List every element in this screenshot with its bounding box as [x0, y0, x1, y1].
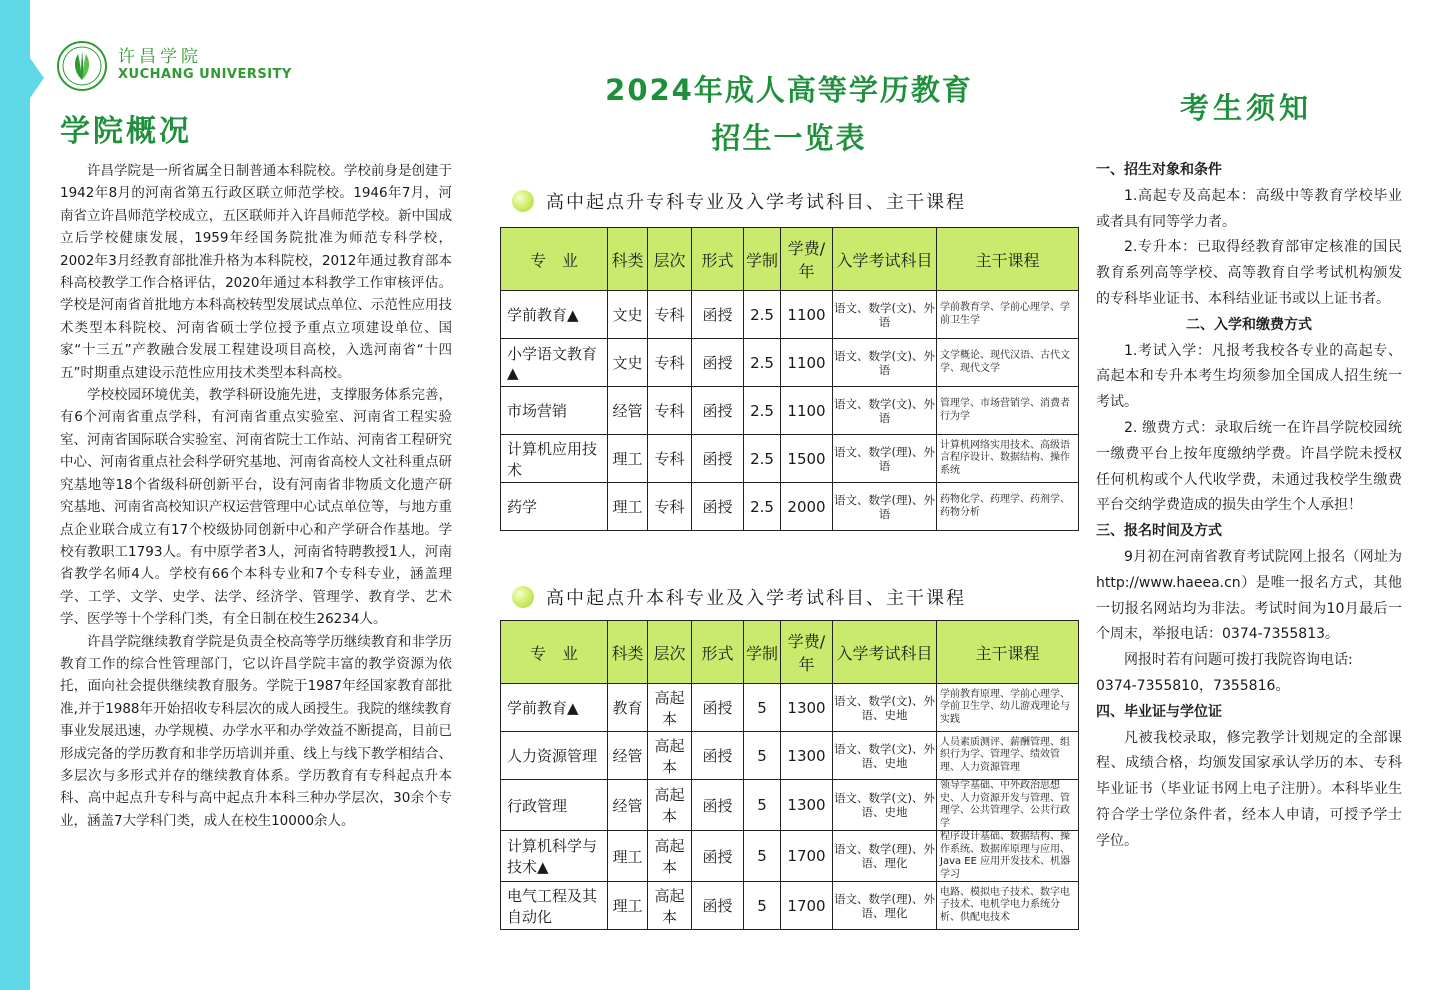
notice-paragraph: 1.高起专及高起本：高级中等教育学校毕业或者具有同等学力者。 — [1096, 187, 1402, 230]
cell-form: 函授 — [692, 387, 744, 435]
cell-courses: 人员素质测评、薪酬管理、组织行为学、管理学、绩效管理、人力资源管理 — [937, 732, 1079, 780]
cell-courses: 药物化学、药理学、药剂学、药物分析 — [937, 483, 1079, 531]
table-header-row — [501, 621, 1079, 684]
cell-courses: 学前教育原理、学前心理学、学前卫生学、幼儿游戏理论与实践 — [937, 684, 1079, 732]
header-years: 学制 — [744, 621, 781, 684]
cell-category: 文史 — [608, 339, 648, 387]
cell-major: 电气工程及其自动化 — [501, 882, 608, 930]
notice-phone-numbers: 0374-7355810，7355816。 — [1096, 677, 1290, 694]
cell-fee: 1700 — [781, 831, 833, 882]
cell-fee: 2000 — [781, 483, 833, 531]
bullet-ball-icon — [512, 586, 534, 608]
table-row — [501, 780, 1079, 831]
header-form: 形式 — [692, 621, 744, 684]
cell-courses: 程序设计基础、数据结构、操作系统、数据库原理与应用、Java EE 应用开发技术、机器学习 — [937, 831, 1079, 882]
cell-courses: 管理学、市场营销学、消费者行为学 — [937, 387, 1079, 435]
cell-level: 高起本 — [648, 780, 692, 831]
notice-paragraph: 2. 缴费方式：录取后统一在许昌学院校园统一缴费平台上按年度缴纳学费。许昌学院未授权任何机构或个人代收学费，未通过我校学生缴费平台交纳学费造成的损失由学生个人承担！ — [1096, 419, 1402, 514]
cell-years: 5 — [744, 831, 781, 882]
header-fee: 学费/年 — [781, 621, 833, 684]
notice-section-title: 三、报名时间及方式 — [1096, 523, 1222, 540]
cell-years: 5 — [744, 882, 781, 930]
cell-major: 人力资源管理 — [501, 732, 608, 780]
cell-category: 文史 — [608, 291, 648, 339]
cell-years: 2.5 — [744, 387, 781, 435]
cell-level: 专科 — [648, 387, 692, 435]
header-subjects: 入学考试科目 — [833, 621, 937, 684]
cell-form: 函授 — [692, 435, 744, 483]
cell-courses: 学前教育学、学前心理学、学前卫生学 — [937, 291, 1079, 339]
cell-subjects: 语文、数学(理)、外语 — [833, 435, 937, 483]
table-row — [501, 732, 1079, 780]
cell-major: 计算机科学与技术▲ — [501, 831, 608, 882]
cell-category: 经管 — [608, 780, 648, 831]
sidebar-strip — [0, 0, 30, 990]
header-courses: 主干课程 — [937, 621, 1079, 684]
cell-years: 5 — [744, 780, 781, 831]
cell-subjects: 语文、数学(理)、外语 — [833, 483, 937, 531]
cell-major: 小学语文教育▲ — [501, 339, 608, 387]
bullet-ball-icon — [512, 190, 534, 212]
cell-courses: 领导学基础、中外政治思想史、人力资源开发与管理、管理学、公共管理学、公共行政学 — [937, 780, 1079, 831]
cell-courses: 计算机网络实用技术、高级语言程序设计、数据结构、操作系统 — [937, 435, 1079, 483]
cell-form: 函授 — [692, 780, 744, 831]
header-subjects: 入学考试科目 — [833, 228, 937, 291]
cell-fee: 1300 — [781, 732, 833, 780]
cell-category: 理工 — [608, 435, 648, 483]
cell-years: 5 — [744, 732, 781, 780]
cell-level: 专科 — [648, 339, 692, 387]
cell-fee: 1300 — [781, 684, 833, 732]
header-courses: 主干课程 — [937, 228, 1079, 291]
table-row — [501, 387, 1079, 435]
cell-level: 专科 — [648, 291, 692, 339]
notice-paragraph: 网报时若有问题可拨打我院咨询电话: — [1124, 652, 1353, 669]
header-form: 形式 — [692, 228, 744, 291]
notice-paragraph: 2.专升本：已取得经教育部审定核准的国民教育系列高等学校、高等教育自学考试机构颁发的专科毕业证书、本科结业证书或以上证书者。 — [1096, 239, 1402, 307]
cell-subjects: 语文、数学(文)、外语 — [833, 291, 937, 339]
header-major: 专 业 — [501, 621, 608, 684]
cell-courses: 文学概论、现代汉语、古代文学、现代文学 — [937, 339, 1079, 387]
cell-subjects: 语文、数学(文)、外语、史地 — [833, 780, 937, 831]
cell-form: 函授 — [692, 831, 744, 882]
table-row — [501, 339, 1079, 387]
table-benke — [500, 620, 1079, 930]
cell-form: 函授 — [692, 882, 744, 930]
cell-category: 经管 — [608, 387, 648, 435]
intro-title: 学院概况 — [60, 114, 192, 149]
table-row — [501, 291, 1079, 339]
cell-years: 2.5 — [744, 483, 781, 531]
cell-category: 教育 — [608, 684, 648, 732]
cell-fee: 1100 — [781, 291, 833, 339]
table-row — [501, 882, 1079, 930]
main-title-line1: 2024年成人高等学历教育 — [605, 73, 973, 107]
table-zhuanke — [500, 227, 1079, 531]
cell-major: 市场营销 — [501, 387, 608, 435]
table-row — [501, 435, 1079, 483]
header-category: 科类 — [608, 228, 648, 291]
table-header-row — [501, 228, 1079, 291]
cell-fee: 1100 — [781, 339, 833, 387]
cell-subjects: 语文、数学(文)、外语、史地 — [833, 684, 937, 732]
header-major: 专 业 — [501, 228, 608, 291]
sidebar-arrow — [30, 58, 44, 98]
cell-major: 药学 — [501, 483, 608, 531]
notice-section-title: 二、入学和缴费方式 — [1186, 316, 1312, 333]
notice-paragraph: 凡被我校录取，修完教学计划规定的全部课程、成绩合格，均颁发国家承认学历的本、专科毕业证书（毕业证书网上电子注册）。本科毕业生符合学士学位条件者，经本人申请，可授予学士学位。 — [1096, 729, 1402, 849]
notice-section-title: 四、毕业证与学位证 — [1096, 703, 1222, 720]
cell-fee: 1100 — [781, 387, 833, 435]
cell-major: 学前教育▲ — [501, 291, 608, 339]
cell-form: 函授 — [692, 684, 744, 732]
intro-text — [60, 160, 452, 832]
cell-subjects: 语文、数学(文)、外语 — [833, 339, 937, 387]
cell-form: 函授 — [692, 339, 744, 387]
table-row — [501, 483, 1079, 531]
cell-major: 计算机应用技术 — [501, 435, 608, 483]
cell-fee: 1700 — [781, 882, 833, 930]
cell-level: 高起本 — [648, 831, 692, 882]
university-logo-icon — [56, 40, 108, 92]
notice-section-title: 一、招生对象和条件 — [1096, 162, 1222, 178]
cell-subjects: 语文、数学(文)、外语 — [833, 387, 937, 435]
section2-heading-text: 高中起点升本科专业及入学考试科目、主干课程 — [546, 588, 966, 609]
cell-category: 理工 — [608, 831, 648, 882]
cell-courses: 电路、模拟电子技术、数字电子技术、电机学电力系统分析、供配电技术 — [937, 882, 1079, 930]
cell-level: 高起本 — [648, 882, 692, 930]
section1-heading-text: 高中起点升专科专业及入学考试科目、主干课程 — [546, 192, 966, 213]
cell-form: 函授 — [692, 483, 744, 531]
cell-level: 高起本 — [648, 732, 692, 780]
logo-name-en: XUCHANG UNIVERSITY — [118, 67, 292, 82]
header-level: 层次 — [648, 621, 692, 684]
notice-text — [1096, 158, 1402, 855]
section1-heading — [512, 186, 966, 216]
intro-paragraph: 许昌学院继续教育学院是负责全校高等学历继续教育和非学历教育工作的综合性管理部门，它以许昌学院丰富的教学资源为依托，面向社会提供继续教育服务。学院于1987年经国家教育部批准,并于1988年开始招收专科层次的成人函授生。我院的继续教育事业发展迅速，办学规模、办学水平和办学效益不断提高，目前已形成完备的学历教育和非学历培训并重、线上与线下教学相结合、多层次与多形式并存的继续教育体系。学历教育有专科起点升本科、高中起点升专科与高中起点升本科三种办学层次，30余个专业，涵盖7大学科门类，成人在校生10000余人。 — [60, 633, 452, 829]
header-category: 科类 — [608, 621, 648, 684]
notice-paragraph: 9月初在河南省教育考试院网上报名（网址为http://www.haeea.cn）是唯一报名方式，其他一切报名网站均为非法。考试时间为10月最后一个周末，举报电话：0374-7355813。 — [1096, 548, 1402, 643]
cell-years: 2.5 — [744, 339, 781, 387]
cell-level: 高起本 — [648, 684, 692, 732]
cell-subjects: 语文、数学(理)、外语、理化 — [833, 882, 937, 930]
table-row — [501, 684, 1079, 732]
notice-paragraph: 1.考试入学：凡报考我校各专业的高起专、高起本和专升本考生均须参加全国成人招生统一考试。 — [1096, 342, 1402, 411]
cell-level: 专科 — [648, 435, 692, 483]
intro-paragraph: 学校校园环境优美，教学科研设施先进，支撑服务体系完善，有6个河南省重点学科，有河南省重点实验室、河南省工程实验室、河南省国际联合实验室、河南省院士工作站、河南省工程研究中心、河南省重点社会科学研究基地、河南省高校人文社科重点研究基地等18个省级科研创新平台，设有河南省非物质文化遗产研究基地、河南省高校知识产权运营管理中心试点单位等，与地方重点企业联合成立有17个校级协同创新中心和产学研合作基地。学校有教职工1793人。有中原学者3人，河南省特聘教授1人，河南省教学名师4人。学校有66个本科专业和7个专科专业，涵盖理学、工学、文学、史学、法学、经济学、管理学、教育学、艺术学、医学等十个学科门类，有全日制在校生26234人。 — [60, 387, 452, 628]
cell-category: 理工 — [608, 483, 648, 531]
header-fee: 学费/年 — [781, 228, 833, 291]
intro-paragraph: 许昌学院是一所省属全日制普通本科院校。学校前身是创建于1942年8月的河南省第五行政区联立师范学校。1946年7月，河南省立许昌师范学校成立，五区联师并入许昌师范学校。新中国成立后学校健康发展，1959年经国务院批准为师范专科学校，2002年3月经教育部批准升格为本科院校，2012年通过教育部本科高校教学工作合格评估，2020年通过本科教学工作审核评估。学校是河南省首批地方本科高校转型发展试点单位、示范性应用技术类型本科院校、河南省硕士学位授予重点立项建设单位、国家“十三五”产教融合发展工程建设项目高校，入选河南省“十四五”时期重点建设示范性应用技术类型本科高校。 — [60, 163, 452, 381]
main-title-line2: 招生一览表 — [711, 121, 867, 155]
logo-name-cn: 许昌学院 — [118, 47, 202, 67]
cell-major: 学前教育▲ — [501, 684, 608, 732]
cell-form: 函授 — [692, 291, 744, 339]
cell-level: 专科 — [648, 483, 692, 531]
cell-major: 行政管理 — [501, 780, 608, 831]
cell-category: 经管 — [608, 732, 648, 780]
cell-fee: 1300 — [781, 780, 833, 831]
table-row — [501, 831, 1079, 882]
cell-category: 理工 — [608, 882, 648, 930]
cell-subjects: 语文、数学(文)、外语、史地 — [833, 732, 937, 780]
cell-subjects: 语文、数学(理)、外语、理化 — [833, 831, 937, 882]
cell-form: 函授 — [692, 732, 744, 780]
cell-years: 5 — [744, 684, 781, 732]
section2-heading — [512, 582, 966, 612]
header-years: 学制 — [744, 228, 781, 291]
cell-fee: 1500 — [781, 435, 833, 483]
header-level: 层次 — [648, 228, 692, 291]
notice-title: 考生须知 — [1179, 91, 1312, 125]
cell-years: 2.5 — [744, 435, 781, 483]
cell-years: 2.5 — [744, 291, 781, 339]
